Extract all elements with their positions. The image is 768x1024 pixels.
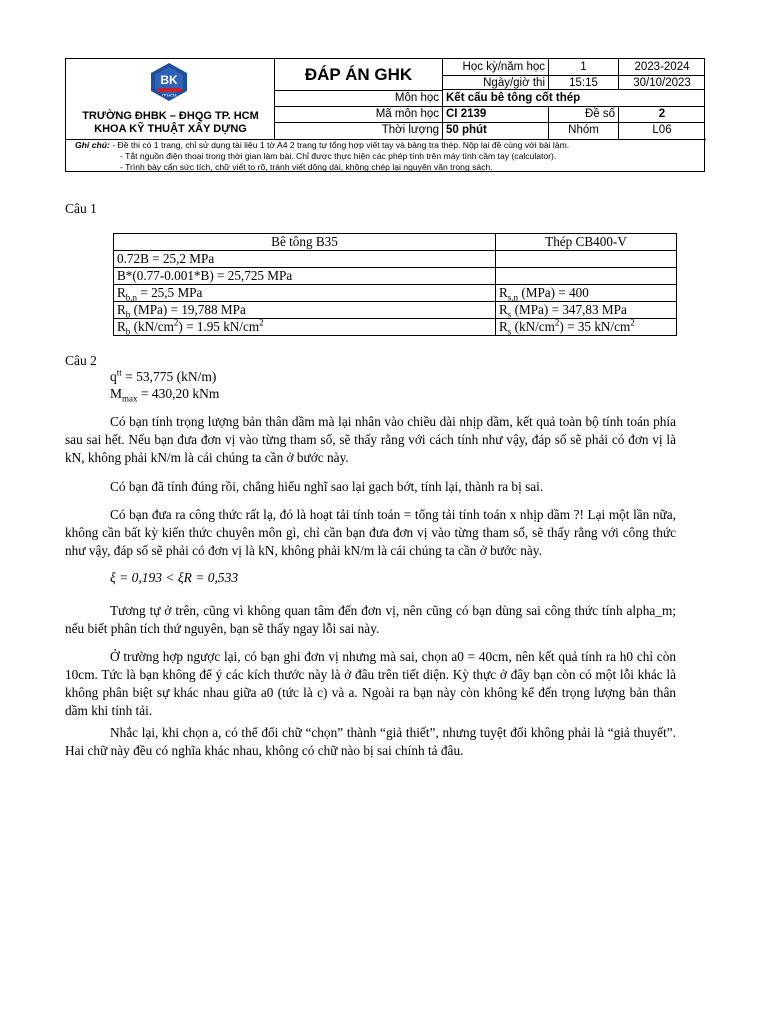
date-value: 30/10/2023 — [619, 75, 705, 90]
notes-label: Ghi chú: — [75, 140, 110, 150]
semester-value: 1 — [549, 59, 619, 76]
duration-label: Thời lượng — [275, 122, 443, 139]
table-header-row — [114, 234, 677, 251]
note-item: - Đề thi có 1 trang, chỉ sử dụng tài liệu 1 tờ A4 2 trang tự tổng hợp viết tay và bảng tra thép. Nộp lại đề cùng với bài làm. — [112, 140, 570, 150]
note-item: - Trình bày cẩn sức tích, chữ viết to rõ, tránh viết dông dài, không chép lại nguyên văn trong sách. — [120, 162, 493, 172]
page-title: ĐÁP ÁN GHK — [275, 59, 443, 90]
table-cell: $R_{b,n} = 25,5$ MPa — [114, 285, 496, 302]
table-row — [114, 319, 677, 336]
subject-value: Kết cấu bê tông cốt thép — [443, 90, 705, 107]
table-cell: $R_s$ (MPa) = 347,83 MPa — [496, 302, 677, 319]
table-cell — [496, 268, 677, 285]
course-code-label: Mã môn học — [275, 106, 443, 123]
course-code-value: CI 2139 — [443, 106, 549, 123]
header-steel: Thép CB400-V — [496, 234, 677, 251]
table-row — [114, 251, 677, 268]
exam-header — [65, 58, 705, 172]
year-value: 2023-2024 — [619, 59, 705, 76]
group-label: Nhóm — [549, 122, 619, 139]
material-table — [113, 233, 677, 336]
duration-value: 50 phút — [443, 122, 549, 139]
bk-logo-icon — [148, 62, 190, 102]
comment-paragraph: Có bạn đưa ra công thức rất lạ, đó là hoạt tải tính toán = tổng tải tính toán x nhịp dầm ?! Lại một lần nữa, không cần bất kỳ kiến thức chuyên môn gì, chỉ cần bạn đưa đơn vị vào từng tham số, sẽ thấy rằng với công thức như vậy, đáp số sẽ phải có đơn vị là kN, không phải kN/m là cái chúng ta cần ở bước này. — [65, 507, 676, 558]
datetime-label: Ngày/giờ thi — [443, 75, 549, 90]
table-cell — [496, 251, 677, 268]
note-item: - Tắt nguồn điện thoại trong thời gian làm bài. Chỉ được thực hiện các phép tính trên máy tính cầm tay (calculator). — [120, 151, 557, 161]
table-cell: 0.72B = 25,2 MPa — [114, 251, 496, 268]
table-row — [114, 302, 677, 319]
table-cell: B*(0.77-0.001*B) = 25,725 MPa — [114, 268, 496, 285]
exam-number-label: Đề số — [549, 106, 619, 123]
logo-subtext: TP.HCM — [161, 92, 177, 98]
comment-paragraph: Ở trường hợp ngược lại, có bạn ghi đơn vị nhưng mà sai, chọn a0 = 40cm, nên kết quả tính ra h0 chỉ còn 10cm. Tức là bạn không để ý các kích thước này là ở đâu trên tiết diện. Kỳ thực ở đây bạn còn có một lỗi khác là không phân biệt sự khác nhau giữa a0 (tức là c) và a. Ngoài ra bạn này còn không kể đến trọng lượng bản thân dầm khi tính tải. — [65, 649, 676, 718]
comment-paragraph: Tương tự ở trên, cũng vì không quan tâm đến đơn vị, nên cũng có bạn dùng sai công thức tính alpha_m; nếu biết phân tích thứ nguyên, bạn sẽ thấy ngay lỗi sai này. — [65, 603, 676, 636]
comment-paragraph: Có bạn tính trọng lượng bản thân dầm mà lại nhân vào chiều dài nhịp dầm, kết quả toàn bộ tính toán phía sau sai hết. Nếu bạn đưa đơn vị vào từng tham số, sẽ thấy rằng với cách tính như vậy, đáp số sẽ phải có đơn vị là kN, không phải kN/m là cái chúng ta cần ở bước này. — [65, 414, 676, 465]
school-cell — [66, 59, 275, 139]
faculty-name: KHOA KỸ THUẬT XÂY DỰNG — [94, 123, 247, 135]
table-cell: $R_s$ $(kN/cm^2) = 35$ $kN/cm^2$ — [496, 319, 677, 336]
question-1-title: Câu 1 — [65, 201, 97, 216]
time-value: 15:15 — [549, 75, 619, 90]
table-cell: $R_b$ $(kN/cm^2) = 1.95$ $kN/cm^2$ — [114, 319, 496, 336]
logo-text: BK — [160, 73, 178, 87]
exam-notes — [66, 139, 706, 173]
table-cell: $R_b$ (MPa) = 19,788 MPa — [114, 302, 496, 319]
subject-label: Môn học — [275, 90, 443, 107]
header-concrete: Bê tông B35 — [114, 234, 496, 251]
moment-result: $M_{max} = 430,20$ kNm — [110, 386, 220, 404]
school-name: TRƯỜNG ĐHBK – ĐHQG TP. HCM — [82, 110, 259, 122]
table-row — [114, 285, 677, 302]
comment-paragraph: Có bạn đã tính đúng rồi, chẳng hiểu nghĩ sao lại gạch bớt, tính lại, thành ra bị sai. — [110, 479, 544, 494]
xi-formula: ξ = 0,193 < ξR = 0,533 — [110, 570, 239, 585]
group-value: L06 — [652, 124, 672, 136]
exam-number-value: 2 — [619, 106, 705, 123]
table-row — [114, 268, 677, 285]
semester-label: Học kỳ/năm học — [443, 59, 549, 76]
load-result: $q^{tt} = 53,775$ (kN/m) — [110, 367, 217, 384]
comment-paragraph: Nhắc lại, khi chọn a, có thể đổi chữ “chọn” thành “giả thiết”, nhưng tuyệt đối không phải là “giả thuyết”. Hai chữ này đều có nghĩa khác nhau, không có chữ nào bị sai chính tả đâu. — [65, 725, 676, 758]
table-cell: $R_{s,n}$ (MPa) = 400 — [496, 285, 677, 302]
question-2-title: Câu 2 — [65, 353, 97, 368]
